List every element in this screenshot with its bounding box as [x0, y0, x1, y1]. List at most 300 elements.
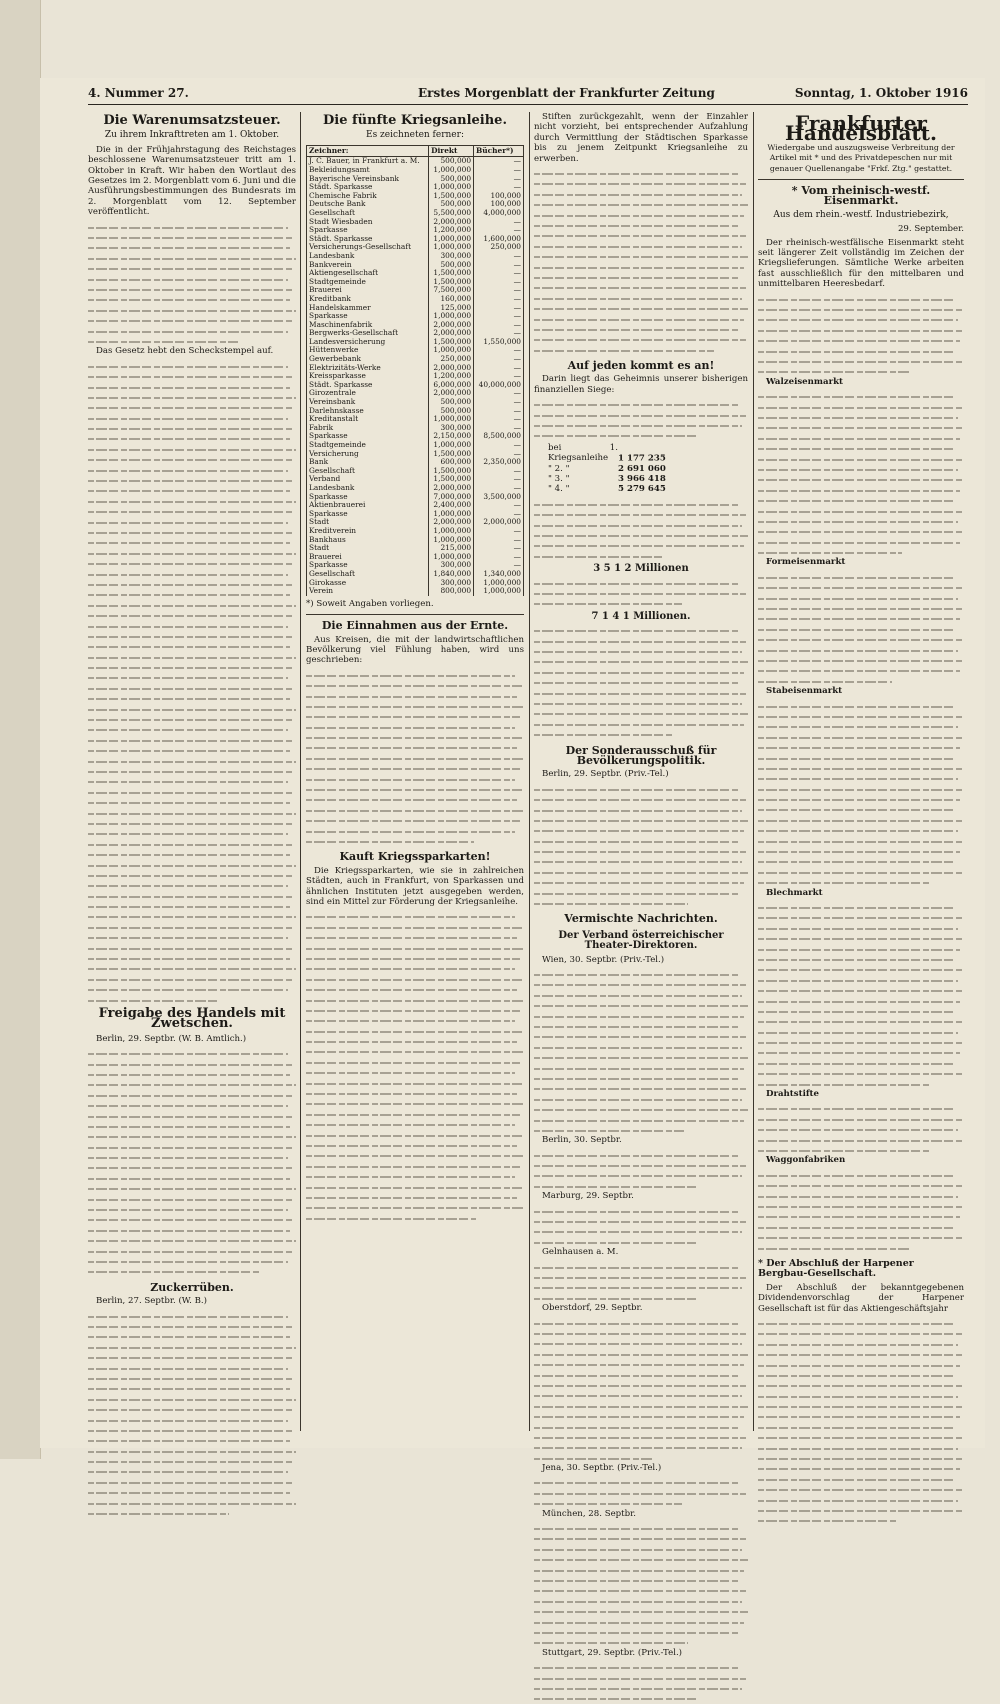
text-line	[758, 1380, 962, 1390]
text-line	[88, 517, 288, 527]
text-line	[88, 433, 290, 443]
text-line	[306, 1078, 522, 1088]
text-line	[88, 1363, 288, 1373]
amount-cell: 1,500,000	[429, 338, 474, 347]
text-line	[306, 1161, 520, 1171]
text-line	[758, 1318, 956, 1328]
text-line	[88, 797, 290, 807]
text-line	[758, 526, 964, 536]
text-line	[534, 1673, 746, 1683]
amount-cell: 100,000	[474, 192, 524, 201]
market-heading: Walzeisenmarkt	[766, 376, 844, 387]
text-line	[758, 634, 962, 644]
body-text-block	[534, 1262, 748, 1304]
text-line	[88, 600, 296, 610]
text-line	[88, 911, 296, 921]
amount-cell: —	[474, 166, 524, 175]
text-line	[534, 293, 742, 303]
amount-cell: —	[474, 329, 524, 338]
table-header: Zeichner:	[307, 145, 429, 157]
text-line	[758, 804, 956, 814]
text-line	[758, 402, 962, 412]
amount-cell: 7,500,000	[429, 286, 474, 295]
text-line	[758, 856, 956, 866]
body-text-block	[534, 1318, 748, 1463]
amount-cell: —	[474, 415, 524, 424]
text-line	[534, 1477, 739, 1487]
text-line	[88, 527, 294, 537]
text-line	[306, 974, 522, 984]
text-line	[758, 1058, 956, 1068]
text-line	[306, 836, 474, 846]
body-text-block	[534, 1662, 748, 1704]
amount-cell: 300,000	[429, 424, 474, 433]
text-line	[306, 1171, 515, 1181]
amount-cell: 500,000	[429, 261, 474, 270]
amount-cell: —	[474, 527, 524, 536]
amount-cell: 5,500,000	[429, 209, 474, 218]
amount-cell: 600,000	[429, 458, 474, 467]
text-line	[534, 220, 739, 230]
text-line	[758, 613, 960, 623]
text-line	[758, 1339, 958, 1349]
text-line	[306, 1057, 520, 1067]
amount-cell: 1,500,000	[429, 475, 474, 484]
amount-cell: —	[474, 364, 524, 373]
text-line	[534, 262, 744, 272]
text-line	[306, 742, 517, 752]
text-line	[534, 856, 742, 866]
amount-cell: —	[474, 544, 524, 553]
subscriber-name-cell: Landesversicherung	[307, 338, 429, 347]
text-line	[534, 1637, 688, 1647]
text-line	[88, 818, 292, 828]
text-line	[534, 708, 748, 718]
text-line	[306, 701, 524, 711]
text-line	[758, 846, 960, 856]
amount-cell: 1,000,000	[429, 510, 474, 519]
text-line	[534, 1011, 744, 1021]
text-line	[88, 263, 292, 273]
text-line	[88, 294, 290, 304]
subscriber-name-cell: Brauerei	[307, 553, 429, 562]
text-line	[534, 282, 746, 292]
amount-cell: 2,000,000	[429, 321, 474, 330]
text-line	[758, 474, 964, 484]
text-line	[758, 412, 958, 422]
body-text-block	[758, 572, 964, 686]
text-line	[758, 1006, 956, 1016]
amount-cell: —	[474, 226, 524, 235]
text-line	[88, 1331, 290, 1341]
table-row	[307, 536, 524, 545]
text-line	[306, 1202, 524, 1212]
amount-cell: —	[474, 424, 524, 433]
amount-cell: 1,000,000	[429, 527, 474, 536]
subscriber-name-cell: Gesellschaft	[307, 209, 429, 218]
text-line	[758, 433, 960, 443]
text-line	[306, 753, 524, 763]
text-line	[758, 454, 962, 464]
column-rule	[300, 112, 301, 1431]
list-item: " 4. " 5 279 645	[548, 484, 666, 495]
text-line	[534, 1533, 746, 1543]
amount-cell: —	[474, 304, 524, 313]
text-line	[758, 1079, 931, 1089]
newspaper-name: Erstes Morgenblatt der Frankfurter Zeitung	[418, 86, 715, 100]
text-line	[758, 1145, 929, 1155]
dateline: München, 28. Septbr.	[542, 1508, 637, 1519]
body-text-block	[306, 911, 524, 1223]
amount-cell: 500,000	[429, 175, 474, 184]
text-line	[534, 588, 746, 598]
text-line	[88, 423, 294, 433]
text-line	[758, 954, 956, 964]
amount-cell: 1,500,000	[429, 269, 474, 278]
text-line	[534, 230, 746, 240]
text-line	[534, 888, 739, 898]
subscriber-counts	[548, 443, 748, 495]
text-line	[88, 1415, 288, 1425]
text-line	[534, 1226, 742, 1236]
text-line	[758, 443, 956, 453]
text-line	[88, 880, 288, 890]
body-text-block	[758, 294, 964, 377]
text-line	[758, 912, 962, 922]
text-line	[758, 742, 960, 752]
text-line	[306, 911, 515, 921]
text-line	[88, 326, 288, 336]
text-line	[534, 540, 744, 550]
market-heading: Stabeisenmarkt	[766, 686, 843, 697]
text-line	[534, 1094, 742, 1104]
text-line	[88, 253, 296, 263]
text-line	[306, 774, 515, 784]
headline-theater: Der Verband österreichischer Theater-Direktoren.	[558, 929, 724, 952]
text-line	[534, 1411, 744, 1421]
subscriber-name-cell: Städt. Sparkasse	[307, 235, 429, 244]
amount-cell: 7,000,000	[429, 493, 474, 502]
subscriber-name-cell: Girokasse	[307, 579, 429, 588]
amount-cell: —	[474, 398, 524, 407]
text-line	[534, 729, 673, 739]
subscriber-name-cell: Bergwerks-Gesellschaft	[307, 329, 429, 338]
text-line	[534, 399, 739, 409]
text-line	[88, 641, 290, 651]
amount-cell: 1,500,000	[429, 192, 474, 201]
text-line	[88, 1069, 290, 1079]
amount-cell: 40,000,000	[474, 381, 524, 390]
amount-cell: —	[474, 312, 524, 321]
text-line	[88, 1225, 290, 1235]
dateline: Marburg, 29. Septbr.	[542, 1191, 634, 1202]
text-line	[758, 537, 960, 547]
text-line	[88, 413, 288, 423]
text-line	[758, 1222, 956, 1232]
text-line	[534, 1390, 742, 1400]
amount-cell: 250,000	[429, 355, 474, 364]
body-text-block	[758, 902, 964, 1089]
text-line	[88, 1214, 294, 1224]
text-line	[534, 551, 662, 561]
text-line	[758, 1201, 964, 1211]
text-line	[88, 485, 290, 495]
text-line	[534, 825, 744, 835]
subscriber-name-cell: Kreditverein	[307, 527, 429, 536]
text-line	[758, 1191, 958, 1201]
text-line	[306, 1015, 515, 1025]
text-line	[534, 303, 748, 313]
subscriber-name-cell: Chemische Fabrik	[307, 192, 429, 201]
amount-cell: 800,000	[429, 587, 474, 596]
text-line	[534, 1349, 748, 1359]
text-line	[88, 305, 296, 315]
text-line	[88, 1059, 294, 1069]
text-line	[534, 1554, 748, 1564]
text-line	[534, 646, 742, 656]
amount-cell: 2,150,000	[429, 432, 474, 441]
body-text-block	[534, 168, 748, 355]
text-line	[88, 1352, 292, 1362]
text-line	[758, 1505, 964, 1515]
subscriptions-table	[306, 145, 524, 596]
text-line	[88, 232, 294, 242]
article-paragraph: Das Gesetz hebt den Scheckstempel auf.	[96, 346, 274, 357]
text-line	[88, 1446, 296, 1456]
text-line	[758, 1495, 958, 1505]
text-line	[88, 1204, 288, 1214]
text-line	[534, 1432, 746, 1442]
headline-kriegssparkarten: Kauft Kriegssparkarten!	[339, 850, 491, 864]
text-line	[88, 558, 292, 568]
headline-bevoelkerungspolitik: Der Sonderausschuß für Bevölkerungspolitik.	[565, 743, 717, 767]
column-rule	[529, 112, 530, 1431]
text-line	[534, 1523, 739, 1533]
reprint-notice: Wiedergabe und auszugsweise Verbreitung der Artikel mit * und des Privatdepeschen nur mit genauer Quellenangabe "Frkf. Ztg." gestattet.	[767, 142, 955, 173]
text-line	[306, 805, 524, 815]
text-line	[534, 251, 748, 261]
text-line	[758, 603, 964, 613]
text-line	[758, 547, 902, 557]
amount-cell: —	[474, 536, 524, 545]
text-line	[758, 485, 960, 495]
text-line	[88, 901, 290, 911]
text-line	[534, 794, 746, 804]
text-line	[534, 345, 714, 355]
dateline: Berlin, 30. Septbr.	[542, 1135, 622, 1146]
market-heading: Waggonfabriken	[766, 1155, 846, 1166]
text-line	[534, 430, 697, 440]
text-line	[534, 1282, 742, 1292]
text-line	[534, 1125, 684, 1135]
amount-cell: 1,000,000	[429, 536, 474, 545]
text-line	[306, 763, 520, 773]
amount-cell: 500,000	[429, 398, 474, 407]
text-line	[758, 356, 962, 366]
text-line	[534, 324, 739, 334]
text-line	[306, 1067, 515, 1077]
text-line	[534, 1606, 748, 1616]
text-line	[88, 1383, 290, 1393]
amount-cell: 2,400,000	[429, 501, 474, 510]
text-line	[534, 314, 744, 324]
text-line	[88, 1142, 292, 1152]
text-line	[758, 923, 958, 933]
dateline: Wien, 30. Septbr. (Priv.-Tel.)	[542, 954, 665, 965]
text-line	[534, 1544, 742, 1554]
text-line	[88, 1079, 296, 1089]
text-line	[534, 719, 744, 729]
text-line	[534, 877, 744, 887]
text-line	[534, 1442, 742, 1452]
text-line	[534, 1237, 697, 1247]
text-line	[88, 274, 288, 284]
table-row	[307, 587, 524, 596]
text-line	[534, 1617, 744, 1627]
subscriber-name-cell: Deutsche Bank	[307, 200, 429, 209]
text-line	[88, 284, 294, 294]
text-line	[88, 315, 292, 325]
text-line	[758, 1135, 964, 1145]
highlight-figure: 7 1 4 1 Millionen.	[591, 610, 691, 622]
text-line	[534, 1104, 748, 1114]
amount-cell: —	[474, 553, 524, 562]
text-line	[758, 665, 960, 675]
text-line	[758, 294, 956, 304]
text-line	[534, 1683, 742, 1693]
market-heading: Blechmarkt	[766, 887, 823, 898]
text-line	[534, 272, 739, 282]
text-line	[534, 1073, 739, 1083]
text-line	[534, 509, 746, 519]
text-line	[534, 1042, 742, 1052]
subscriber-name-cell: Landesbank	[307, 252, 429, 261]
text-line	[534, 1565, 744, 1575]
text-line	[758, 1037, 964, 1047]
text-line	[88, 849, 290, 859]
text-line	[758, 582, 962, 592]
text-line	[88, 1266, 259, 1276]
text-line	[88, 1311, 288, 1321]
text-line	[758, 506, 962, 516]
article-paragraph: Der rheinisch-westfälische Eisenmarkt steht seit längerer Zeit vollständig im Zeichen der Kriegslieferungen. Sämtliche Werke arbeiten fast ausschließlich für den mittelbaren und unmittelbaren Heeresbedarf.	[758, 237, 964, 290]
amount-cell: 1,500,000	[429, 278, 474, 287]
text-line	[88, 1321, 294, 1331]
amount-cell: —	[474, 269, 524, 278]
text-line	[534, 969, 739, 979]
text-line	[88, 683, 294, 693]
text-line	[88, 1394, 296, 1404]
divider	[758, 179, 964, 180]
text-line	[88, 662, 292, 672]
text-line	[88, 870, 292, 880]
text-line	[534, 1596, 742, 1606]
text-line	[88, 1498, 296, 1508]
amount-cell: —	[474, 561, 524, 570]
text-line	[88, 475, 294, 485]
text-line	[534, 1693, 697, 1703]
text-line	[758, 335, 960, 345]
amount-cell: —	[474, 372, 524, 381]
page-margin-rail	[0, 0, 41, 1459]
amount-cell: 8,500,000	[474, 432, 524, 441]
body-text-block	[534, 784, 748, 909]
article-paragraph: Stiften zurückgezahlt, wenn der Einzahler nicht vorzieht, bei entsprechender Aufzahlung durch Vermittlung der Städtischen Sparkasse bis zu jenem Zeitpunkt Kriegsanleihe zu erwerben.	[534, 112, 748, 164]
text-line	[534, 210, 744, 220]
amount-cell: —	[474, 355, 524, 364]
subscriber-name-cell: Girozentrale	[307, 389, 429, 398]
amount-cell: —	[474, 286, 524, 295]
body-text-block	[758, 391, 964, 557]
text-line	[306, 922, 522, 932]
text-line	[88, 392, 296, 402]
text-line	[88, 974, 292, 984]
text-line	[88, 922, 292, 932]
text-line	[758, 1443, 958, 1453]
text-line	[534, 867, 748, 877]
text-line	[306, 1192, 517, 1202]
text-line	[534, 1380, 746, 1390]
text-line	[534, 677, 739, 687]
text-line	[88, 506, 292, 516]
text-line	[534, 1498, 682, 1508]
text-line	[88, 1111, 294, 1121]
issue-date: Sonntag, 1. Oktober 1916	[794, 86, 968, 100]
column-rule	[753, 112, 754, 1431]
masthead	[88, 86, 968, 105]
amount-cell: —	[474, 157, 524, 166]
text-line	[88, 1048, 288, 1058]
text-line	[306, 1046, 524, 1056]
text-line	[758, 422, 964, 432]
text-line	[534, 805, 742, 815]
amount-cell: —	[474, 295, 524, 304]
text-line	[88, 1508, 229, 1518]
amount-cell: —	[474, 218, 524, 227]
column-4	[758, 112, 964, 1431]
text-line	[758, 645, 958, 655]
text-line	[534, 1021, 739, 1031]
text-line	[534, 499, 739, 509]
headline-warenumsatzsteuer: Die Warenumsatzsteuer.	[103, 113, 281, 128]
amount-cell: —	[474, 183, 524, 192]
text-line	[758, 1453, 964, 1463]
text-line	[306, 1150, 524, 1160]
text-line	[88, 1342, 296, 1352]
text-line	[88, 631, 294, 641]
text-line	[306, 1036, 517, 1046]
body-text-block	[534, 578, 748, 609]
amount-cell: 1,000,000	[429, 243, 474, 252]
subscriber-name-cell: Gewerbebank	[307, 355, 429, 364]
body-text-block	[88, 1048, 296, 1277]
dateline: Berlin, 27. Septbr. (W. B.)	[96, 1296, 208, 1307]
text-line	[758, 1180, 962, 1190]
amount-cell: 1,000,000	[474, 579, 524, 588]
text-line	[534, 334, 746, 344]
text-line	[306, 784, 522, 794]
text-line	[88, 371, 294, 381]
highlight-figure: 3 5 1 2 Millionen	[593, 563, 689, 575]
subscriber-name-cell: Brauerei	[307, 286, 429, 295]
amount-cell: —	[474, 501, 524, 510]
text-line	[88, 1246, 292, 1256]
text-line	[758, 1047, 960, 1057]
market-heading: Formeisenmarkt	[766, 557, 846, 568]
dateline: Jena, 30. Septbr. (Priv.-Tel.)	[542, 1463, 662, 1474]
text-line	[534, 1338, 742, 1348]
amount-cell: 300,000	[429, 579, 474, 588]
